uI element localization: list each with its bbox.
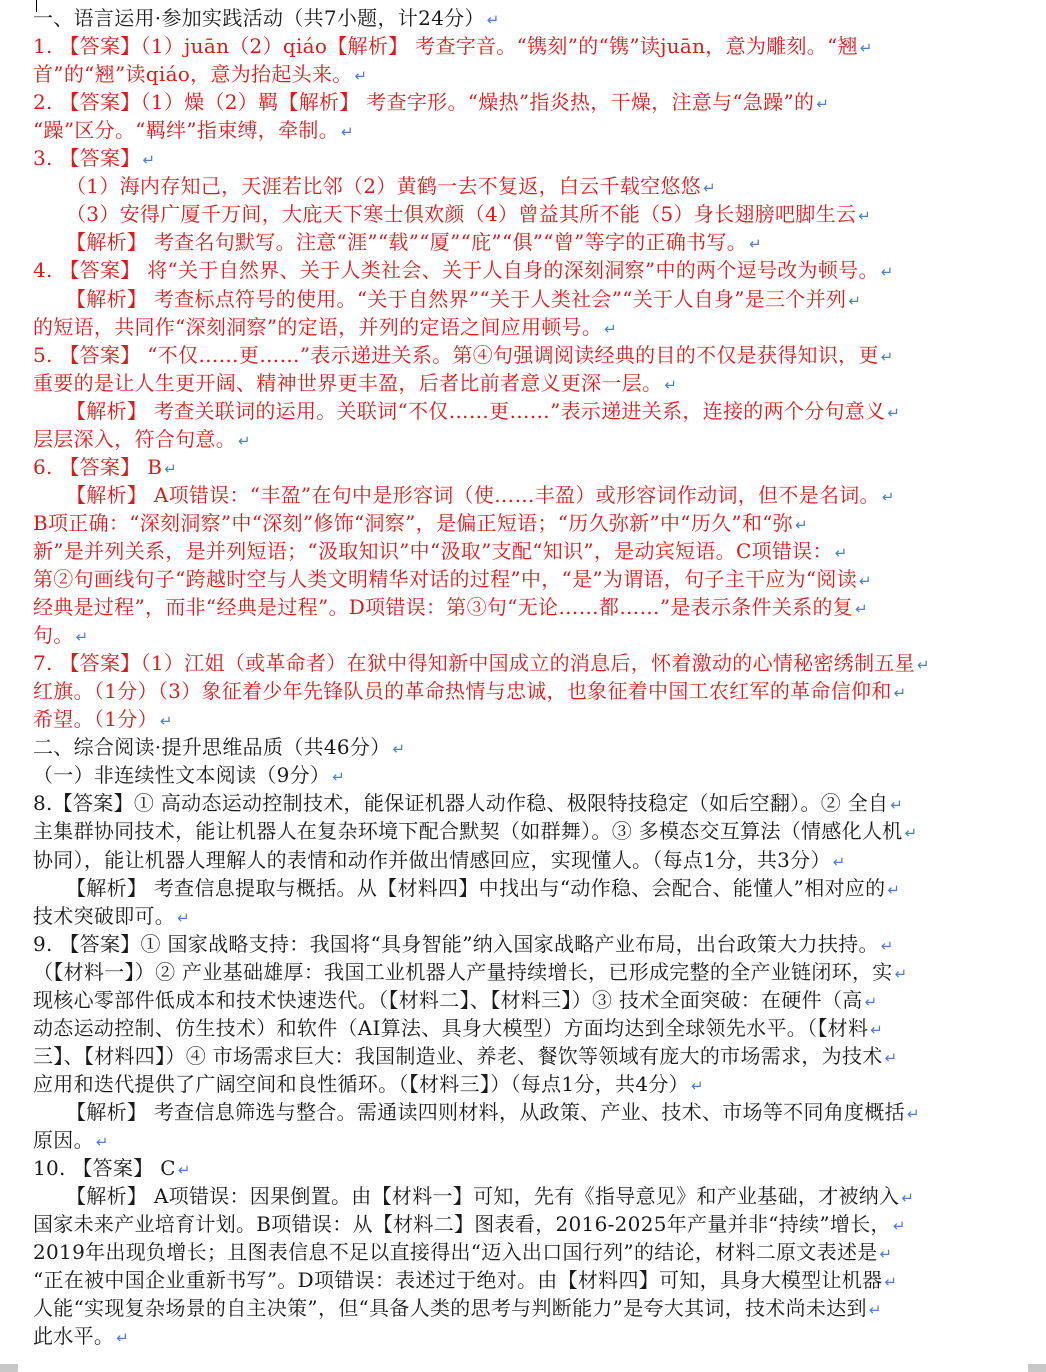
paragraph-mark-icon: ↵ <box>892 1217 906 1236</box>
paragraph-mark-icon: ↵ <box>887 403 901 422</box>
line-text: 二、综合阅读·提升思维品质（共46分） <box>33 735 391 760</box>
paragraph-mark-icon: ↵ <box>859 572 872 590</box>
text-line <box>33 902 190 930</box>
line-text: 2019年出现负增长；且图表信息不足以直接得出“迈入出口国行列”的结论，材料二原文表述是 <box>33 1240 878 1265</box>
paragraph-mark-icon: ↵ <box>894 964 908 983</box>
paragraph-mark-icon: ↵ <box>703 179 716 198</box>
paragraph-mark-icon: ↵ <box>916 656 930 675</box>
paragraph-mark-icon: ↵ <box>893 684 907 703</box>
text-line <box>33 1294 882 1322</box>
text-line <box>33 1210 906 1238</box>
line-text: 技术突破即可。 <box>33 903 176 928</box>
line-text: 希望。（1分） <box>33 707 158 732</box>
paragraph-mark-icon: ↵ <box>75 628 89 647</box>
line-text: （【材料一】）② 产业基础雄厚：我国工业机器人产量持续增长，已形成完整的全产业链闭环，实 <box>33 959 893 984</box>
text-line <box>33 930 894 958</box>
line-text: B项正确：“深刻洞察”中“深刻”修饰“洞察”，是偏正短语；“历久弥新”中“历久”和“弥 <box>33 510 794 535</box>
text-line <box>33 593 868 621</box>
text-line <box>66 228 762 256</box>
text-line <box>33 789 903 817</box>
line-text: 三】、【材料四】）④ 市场需求巨大：我国制造业、养老、餐饮等领域有庞大的市场需求，为技术 <box>33 1043 883 1068</box>
line-text: 6. 【答案】 B <box>33 454 163 479</box>
paragraph-mark-icon: ↵ <box>879 1245 893 1264</box>
text-line <box>33 1266 897 1294</box>
line-text: “正在被中国企业重新书写”。D项错误：表述过于绝对。由【材料四】可知，具身大模型让机器 <box>33 1268 883 1293</box>
text-line <box>33 60 367 88</box>
paragraph-mark-icon: ↵ <box>890 796 904 815</box>
text-line <box>33 733 405 761</box>
line-text: 原因。 <box>33 1128 94 1152</box>
text-line <box>33 341 894 369</box>
paragraph-mark-icon: ↵ <box>881 487 895 506</box>
paragraph-mark-icon: ↵ <box>177 1161 191 1180</box>
text-line <box>33 986 877 1014</box>
line-text: 重要的是让人生更开阔、精神世界更丰盈，后者比前者意义更深一层。 <box>33 370 663 395</box>
line-text: 国家未来产业培育计划。B项错误：从【材料二】图表看，2016-2025年产量并非“持续”增长， <box>33 1212 891 1237</box>
paragraph-mark-icon: ↵ <box>690 1076 704 1095</box>
paragraph-mark-icon: ↵ <box>354 67 368 86</box>
text-line <box>33 4 500 32</box>
paragraph-mark-icon: ↵ <box>159 712 173 731</box>
text-line <box>33 453 177 481</box>
line-text: （一）非连续性文本阅读（9分） <box>33 763 331 788</box>
line-text: 协同），能让机器人理解人的表情和动作并做出情感回应，实现懂人。（每点1分，共3分） <box>33 847 831 872</box>
paragraph-mark-icon: ↵ <box>177 908 190 927</box>
line-text: 【解析】 A项错误：因果倒置。由【材料一】可知，先有《指导意见》和产业基础，才被纳入 <box>66 1184 900 1209</box>
line-text: 4. 【答案】 将“关于自然界、关于人类社会、关于人自身的深刻洞察”中的两个逗号改为顿号。 <box>33 258 879 283</box>
paragraph-mark-icon: ↵ <box>906 1104 920 1123</box>
text-line <box>33 846 846 874</box>
paragraph-mark-icon: ↵ <box>868 1301 882 1320</box>
paragraph-mark-icon: ↵ <box>95 1133 109 1151</box>
text-line <box>33 144 155 172</box>
line-text: 7. 【答案】（1）江姐（或革命者）在狱中得知新中国成立的消息后，怀着激动的心情秘密绣制五星 <box>33 651 915 676</box>
paragraph-mark-icon: ↵ <box>855 600 868 619</box>
text-line <box>33 705 173 733</box>
text-line <box>33 537 848 565</box>
text-line <box>66 200 871 228</box>
line-text: 9. 【答案】① 国家战略支持：我国将“具身智能”纳入国家战略产业布局，出台政策大力扶持。 <box>33 931 879 956</box>
text-line <box>33 621 88 649</box>
text-line <box>33 565 872 593</box>
line-text: 经典是过程”，而非“经典是过程”。D项错误：第③句“无论……都……”是表示条件关系的复 <box>33 595 854 620</box>
text-line <box>66 1182 914 1210</box>
text-line <box>66 397 900 425</box>
line-text: 【解析】 考查关联词的运用。关联词“不仅……更……”表示递进关系，连接的两个分句意义 <box>66 398 886 423</box>
paragraph-mark-icon: ↵ <box>880 347 894 366</box>
paragraph-mark-icon: ↵ <box>332 768 346 787</box>
paragraph-mark-icon: ↵ <box>664 375 678 394</box>
line-text: 【解析】 考查信息筛选与整合。需通读四则材料，从政策、产业、技术、市场等不同角度概括 <box>66 1099 905 1124</box>
paragraph-mark-icon: ↵ <box>116 1329 130 1348</box>
text-line <box>33 817 917 845</box>
paragraph-mark-icon: ↵ <box>859 39 873 58</box>
paragraph-mark-icon: ↵ <box>816 95 830 114</box>
text-line <box>33 958 907 986</box>
line-text: 红旗。（1分）（3）象征着少年先锋队员的革命热情与忠诚，也象征着中国工农红军的革命信仰和 <box>33 679 892 704</box>
text-line <box>66 172 716 200</box>
paragraph-mark-icon: ↵ <box>392 740 406 759</box>
text-line <box>66 874 900 902</box>
paragraph-mark-icon: ↵ <box>341 123 354 142</box>
line-text: 主集群协同技术，能让机器人在复杂环境下配合默契（如群舞）。③ 多模态交互算法（情感化人机 <box>33 819 903 844</box>
page-corner-left <box>0 1364 18 1372</box>
text-line <box>33 1014 883 1042</box>
paragraph-mark-icon: ↵ <box>904 824 918 843</box>
text-line <box>33 116 354 144</box>
paragraph-mark-icon: ↵ <box>901 1189 915 1208</box>
paragraph-mark-icon: ↵ <box>832 852 846 871</box>
text-line <box>33 1154 191 1182</box>
paragraph-mark-icon: ↵ <box>880 936 894 955</box>
line-text: 第②句画线句子“跨越时空与人类文明精华对话的过程”中，“是”为谓语，句子主干应为“阅读 <box>33 567 858 591</box>
line-text: “躁”区分。“羁绊”指束缚，牵制。 <box>33 118 339 143</box>
paragraph-mark-icon: ↵ <box>858 207 872 226</box>
line-text: 一、语言运用·参加实践活动（共7小题，计24分） <box>33 6 485 30</box>
paragraph-mark-icon: ↵ <box>848 291 862 310</box>
line-text: 层层深入，符合句意。 <box>33 426 236 451</box>
text-line <box>33 677 907 705</box>
line-text: 【解析】 考查名句默写。注意“涯”“载”“厦”“庇”“俱”“曾”等字的正确书写。 <box>66 230 748 255</box>
text-line <box>33 32 873 60</box>
text-line <box>33 369 677 397</box>
line-text: 人能“实现复杂场景的自主决策”，但“具备人类的思考与判断能力”是夸大其词，技术尚未达到 <box>33 1296 867 1321</box>
text-line <box>66 285 861 313</box>
line-text: （1）海内存知己，天涯若比邻（2）黄鹤一去不复返，白云千载空悠悠 <box>66 174 702 199</box>
paragraph-mark-icon: ↵ <box>795 515 808 534</box>
line-text: 2. 【答案】（1）燥（2）羁【解析】 考查字形。“燥热”指炎热，干燥，注意与“急躁”的 <box>33 90 815 115</box>
text-line <box>33 1070 704 1098</box>
line-text: 首”的“翘”读qiáo，意为抬起头来。 <box>33 62 353 87</box>
page-corner-right <box>1028 1364 1046 1372</box>
line-text: 的短语，共同作“深刻洞察”的定语，并列的定语之间应用顿号。 <box>33 314 603 339</box>
text-line <box>33 761 345 789</box>
line-text: 句。 <box>33 623 74 648</box>
paragraph-mark-icon: ↵ <box>864 992 878 1011</box>
paragraph-mark-icon: ↵ <box>884 1048 898 1067</box>
text-line <box>33 1322 129 1350</box>
text-line <box>33 88 829 116</box>
paragraph-mark-icon: ↵ <box>238 431 251 450</box>
line-text: 5. 【答案】 “不仅……更……”表示递进关系。第④句强调阅读经典的目的不仅是获得知识，更 <box>33 342 879 367</box>
text-line <box>66 1098 920 1126</box>
paragraph-mark-icon: ↵ <box>887 880 901 899</box>
text-line <box>33 256 894 284</box>
line-text: 应用和迭代提供了广阔空间和良性循环。（【材料三】）（每点1分，共4分） <box>33 1071 689 1096</box>
line-text: 现核心零部件低成本和技术快速迭代。（【材料二】、【材料三】）③ 技术全面突破：在硬件（高 <box>33 987 863 1012</box>
text-line <box>33 1238 892 1266</box>
text-line <box>33 649 930 677</box>
paragraph-mark-icon: ↵ <box>834 543 848 562</box>
line-text: 新”是并列关系，是并列短语；“汲取知识”中“汲取”支配“知识”，是动宾短语。C项错误： <box>33 538 833 563</box>
paragraph-mark-icon: ↵ <box>749 235 762 254</box>
text-line <box>66 481 895 509</box>
text-line <box>33 1126 109 1154</box>
line-text: 【解析】 A项错误：“丰盈”在句中是形容词（使……丰盈）或形容词作动词，但不是名词。 <box>66 482 880 507</box>
line-text: 【解析】 考查信息提取与概括。从【材料四】中找出与“动作稳、会配合、能懂人”相对应的 <box>66 875 886 900</box>
line-text: （3）安得广厦千万间，大庇天下寒士俱欢颜（4）曾益其所不能（5）身长翅膀吧脚生云 <box>66 202 857 227</box>
paragraph-mark-icon: ↵ <box>142 151 156 170</box>
text-line <box>33 1042 897 1070</box>
paragraph-mark-icon: ↵ <box>884 1273 898 1292</box>
paragraph-mark-icon: ↵ <box>164 459 178 478</box>
paragraph-mark-icon: ↵ <box>880 263 894 282</box>
paragraph-mark-icon: ↵ <box>604 319 618 338</box>
text-line <box>33 509 808 537</box>
paragraph-mark-icon: ↵ <box>486 11 500 29</box>
line-text: 动态运动控制、仿生技术）和软件（AI算法、具身大模型）方面均达到全球领先水平。（【材料 <box>33 1015 869 1040</box>
line-text: 3. 【答案】 <box>33 146 141 171</box>
line-text: 此水平。 <box>33 1324 115 1349</box>
line-text: 【解析】 考查标点符号的使用。“关于自然界”“关于人类社会”“关于人自身”是三个并列 <box>66 286 847 311</box>
line-text: 10. 【答案】 C <box>33 1156 176 1181</box>
text-line <box>33 313 617 341</box>
paragraph-mark-icon: ↵ <box>870 1020 884 1039</box>
line-text: 1. 【答案】（1）juān（2）qiáo【解析】 考查字音。“镌刻”的“镌”读juān，意为雕刻。“翘 <box>33 34 858 59</box>
line-text: 8.【答案】① 高动态运动控制技术，能保证机器人动作稳、极限特技稳定（如后空翻）。② 全自 <box>33 791 889 816</box>
text-line <box>33 425 251 453</box>
